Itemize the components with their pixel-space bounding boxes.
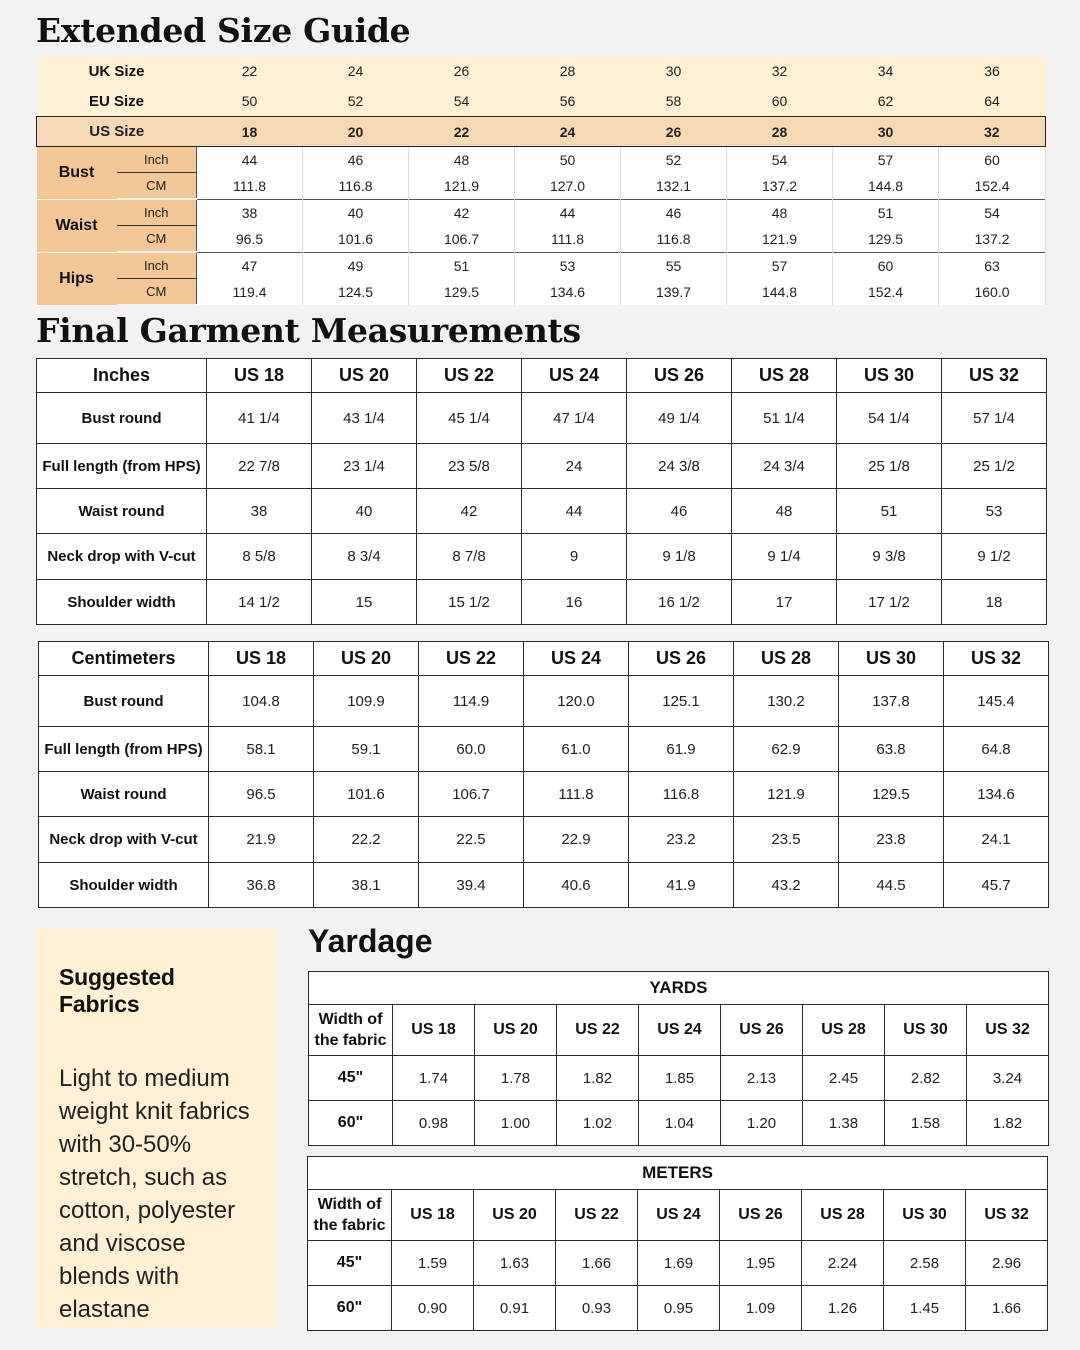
table-cell: 24: [522, 444, 627, 489]
row-label: 45": [309, 1056, 393, 1101]
garment-centimeters-table: [38, 641, 1049, 908]
column-header: Inches: [37, 359, 207, 393]
garment-inches-table: [36, 358, 1047, 625]
table-row: [39, 863, 1049, 908]
table-cell: 25 1/8: [837, 444, 942, 489]
table-cell: 15: [312, 580, 417, 625]
table-cell: 2.45: [803, 1056, 885, 1101]
hips-cm-cell: 144.8: [727, 279, 833, 306]
table-cell: 121.9: [734, 772, 839, 817]
column-header: US 22: [557, 1005, 639, 1056]
column-header: US 30: [839, 642, 944, 676]
table-cell: 40.6: [524, 863, 629, 908]
table-row: [308, 1286, 1048, 1331]
waist-inch-cell: 40: [303, 199, 409, 226]
table-cell: 9 1/2: [942, 534, 1047, 580]
table-cell: 2.13: [721, 1056, 803, 1101]
suggested-fabrics-panel: [36, 928, 275, 1328]
table-cell: 53: [942, 489, 1047, 534]
hips-inch-cell: 55: [621, 252, 727, 279]
table-cell: 44.5: [839, 863, 944, 908]
table-row: [39, 817, 1049, 863]
table-cell: 9 1/8: [627, 534, 732, 580]
table-row: [37, 393, 1047, 444]
waist-label: Waist: [37, 199, 117, 252]
us-size-cell: 22: [409, 117, 515, 147]
bust-inch-cell: 50: [515, 147, 621, 173]
bust-cm-row: [37, 173, 1046, 200]
bust-inch-cell: 52: [621, 147, 727, 173]
table-cell: 1.85: [639, 1056, 721, 1101]
column-header: US 26: [629, 642, 734, 676]
us-size-row: [37, 117, 1046, 147]
table-cell: 23 1/4: [312, 444, 417, 489]
row-label: Neck drop with V-cut: [39, 817, 209, 863]
table-cell: 0.90: [392, 1286, 474, 1331]
uk-size-row: [37, 56, 1046, 86]
unit-label-cm: CM: [117, 226, 197, 253]
eu-size-cell: 56: [515, 86, 621, 117]
table-cell: 24.1: [944, 817, 1049, 863]
hips-inch-row: [37, 252, 1046, 279]
table-cell: 145.4: [944, 676, 1049, 727]
size-guide-table: [36, 56, 1046, 306]
table-cell: 39.4: [419, 863, 524, 908]
table-cell: 1.63: [474, 1241, 556, 1286]
hips-inch-cell: 51: [409, 252, 515, 279]
table-cell: 8 7/8: [417, 534, 522, 580]
column-header: US 18: [393, 1005, 475, 1056]
table-cell: 16: [522, 580, 627, 625]
column-header: US 26: [720, 1190, 802, 1241]
table-cell: 51 1/4: [732, 393, 837, 444]
bust-cm-cell: 127.0: [515, 173, 621, 200]
hips-cm-cell: 124.5: [303, 279, 409, 306]
column-header: US 26: [627, 359, 732, 393]
column-header: US 20: [475, 1005, 557, 1056]
table-cell: 18: [942, 580, 1047, 625]
column-header: US 24: [522, 359, 627, 393]
table-cell: 1.59: [392, 1241, 474, 1286]
table-cell: 51: [837, 489, 942, 534]
uk-size-cell: 34: [833, 56, 939, 86]
waist-inch-cell: 42: [409, 199, 515, 226]
table-cell: 1.95: [720, 1241, 802, 1286]
table-cell: 17 1/2: [837, 580, 942, 625]
eu-size-cell: 60: [727, 86, 833, 117]
table-cell: 41.9: [629, 863, 734, 908]
table-row: [308, 1241, 1048, 1286]
uk-size-cell: 32: [727, 56, 833, 86]
table-row: [37, 489, 1047, 534]
garment-centimeters-header-row: [39, 642, 1049, 676]
suggested-fabrics-title: Suggested Fabrics: [59, 964, 175, 1017]
us-size-cell: 26: [621, 117, 727, 147]
table-cell: 1.74: [393, 1056, 475, 1101]
table-cell: 137.8: [839, 676, 944, 727]
column-header: US 32: [942, 359, 1047, 393]
hips-inch-cell: 49: [303, 252, 409, 279]
column-header: US 32: [967, 1005, 1049, 1056]
bust-inch-cell: 48: [409, 147, 515, 173]
table-cell: 41 1/4: [207, 393, 312, 444]
table-row: [37, 444, 1047, 489]
table-cell: 54 1/4: [837, 393, 942, 444]
row-label: 60": [308, 1286, 392, 1331]
table-cell: 24 3/8: [627, 444, 732, 489]
row-label: 60": [309, 1101, 393, 1146]
table-cell: 42: [417, 489, 522, 534]
bust-cm-cell: 111.8: [197, 173, 303, 200]
table-cell: 8 5/8: [207, 534, 312, 580]
us-size-cell: 32: [939, 117, 1046, 147]
table-cell: 1.02: [557, 1101, 639, 1146]
table-cell: 61.9: [629, 727, 734, 772]
unit-label-cm: CM: [117, 279, 197, 306]
table-cell: 96.5: [209, 772, 314, 817]
us-size-cell: 24: [515, 117, 621, 147]
table-cell: 24 3/4: [732, 444, 837, 489]
row-label: Full length (from HPS): [37, 444, 207, 489]
hips-label: Hips: [37, 252, 117, 305]
uk-size-cell: 22: [197, 56, 303, 86]
uk-size-cell: 36: [939, 56, 1046, 86]
unit-label-inch: Inch: [117, 252, 197, 279]
row-label: Waist round: [37, 489, 207, 534]
table-cell: 114.9: [419, 676, 524, 727]
column-header: US 28: [802, 1190, 884, 1241]
table-cell: 63.8: [839, 727, 944, 772]
bust-label: Bust: [37, 147, 117, 200]
eu-size-cell: 54: [409, 86, 515, 117]
table-cell: 59.1: [314, 727, 419, 772]
table-cell: 44: [522, 489, 627, 534]
hips-cm-cell: 160.0: [939, 279, 1046, 306]
table-cell: 129.5: [839, 772, 944, 817]
column-header: US 18: [207, 359, 312, 393]
column-header: US 20: [312, 359, 417, 393]
table-cell: 15 1/2: [417, 580, 522, 625]
column-header: US 32: [944, 642, 1049, 676]
waist-cm-row: [37, 226, 1046, 253]
uk-size-label: UK Size: [37, 56, 197, 86]
waist-cm-cell: 121.9: [727, 226, 833, 253]
uk-size-cell: 30: [621, 56, 727, 86]
hips-cm-cell: 119.4: [197, 279, 303, 306]
bust-inch-cell: 46: [303, 147, 409, 173]
row-label: Shoulder width: [39, 863, 209, 908]
column-header: US 28: [803, 1005, 885, 1056]
table-cell: 45 1/4: [417, 393, 522, 444]
table-cell: 1.00: [475, 1101, 557, 1146]
table-cell: 23.2: [629, 817, 734, 863]
table-cell: 1.04: [639, 1101, 721, 1146]
table-cell: 22 7/8: [207, 444, 312, 489]
hips-inch-cell: 47: [197, 252, 303, 279]
table-cell: 38: [207, 489, 312, 534]
table-cell: 25 1/2: [942, 444, 1047, 489]
table-cell: 1.69: [638, 1241, 720, 1286]
hips-inch-cell: 60: [833, 252, 939, 279]
waist-cm-cell: 106.7: [409, 226, 515, 253]
table-cell: 1.82: [557, 1056, 639, 1101]
table-cell: 1.78: [475, 1056, 557, 1101]
table-cell: 1.26: [802, 1286, 884, 1331]
column-header: US 18: [392, 1190, 474, 1241]
bust-cm-cell: 132.1: [621, 173, 727, 200]
table-cell: 0.91: [474, 1286, 556, 1331]
uk-size-cell: 28: [515, 56, 621, 86]
table-cell: 1.20: [721, 1101, 803, 1146]
table-cell: 2.82: [885, 1056, 967, 1101]
table-cell: 109.9: [314, 676, 419, 727]
bust-inch-cell: 60: [939, 147, 1046, 173]
table-cell: 21.9: [209, 817, 314, 863]
table-cell: 23 5/8: [417, 444, 522, 489]
row-label: Bust round: [37, 393, 207, 444]
yardage-meters-table: [307, 1156, 1048, 1331]
meters-caption-row: [308, 1157, 1048, 1190]
column-header: US 24: [638, 1190, 720, 1241]
us-size-cell: 28: [727, 117, 833, 147]
garment-inches-header-row: [37, 359, 1047, 393]
table-cell: 23.5: [734, 817, 839, 863]
bust-inch-cell: 57: [833, 147, 939, 173]
bust-inch-cell: 44: [197, 147, 303, 173]
bust-cm-cell: 137.2: [727, 173, 833, 200]
uk-size-cell: 26: [409, 56, 515, 86]
eu-size-cell: 64: [939, 86, 1046, 117]
table-cell: 1.09: [720, 1286, 802, 1331]
table-row: [309, 1101, 1049, 1146]
table-cell: 47 1/4: [522, 393, 627, 444]
table-cell: 22.9: [524, 817, 629, 863]
table-cell: 58.1: [209, 727, 314, 772]
hips-cm-cell: 139.7: [621, 279, 727, 306]
eu-size-cell: 52: [303, 86, 409, 117]
bust-inch-cell: 54: [727, 147, 833, 173]
us-size-cell: 20: [303, 117, 409, 147]
uk-size-cell: 24: [303, 56, 409, 86]
column-header: US 22: [417, 359, 522, 393]
table-cell: 17: [732, 580, 837, 625]
eu-size-cell: 62: [833, 86, 939, 117]
size-guide-title: Extended Size Guide: [36, 11, 411, 50]
table-cell: 125.1: [629, 676, 734, 727]
hips-cm-row: [37, 279, 1046, 306]
table-cell: 40: [312, 489, 417, 534]
table-cell: 2.58: [884, 1241, 966, 1286]
hips-cm-cell: 152.4: [833, 279, 939, 306]
row-label: Waist round: [39, 772, 209, 817]
table-cell: 61.0: [524, 727, 629, 772]
column-header: US 20: [314, 642, 419, 676]
waist-inch-cell: 48: [727, 199, 833, 226]
meters-header-row: [308, 1190, 1048, 1241]
table-cell: 49 1/4: [627, 393, 732, 444]
table-cell: 2.24: [802, 1241, 884, 1286]
yardage-title: Yardage: [308, 923, 433, 959]
waist-cm-cell: 116.8: [621, 226, 727, 253]
bust-cm-cell: 152.4: [939, 173, 1046, 200]
column-header: US 28: [734, 642, 839, 676]
garment-title: Final Garment Measurements: [36, 311, 581, 350]
table-cell: 0.93: [556, 1286, 638, 1331]
table-cell: 0.95: [638, 1286, 720, 1331]
waist-cm-cell: 96.5: [197, 226, 303, 253]
column-header: US 24: [639, 1005, 721, 1056]
waist-inch-cell: 44: [515, 199, 621, 226]
table-row: [37, 534, 1047, 580]
row-label: Shoulder width: [37, 580, 207, 625]
table-cell: 46: [627, 489, 732, 534]
table-cell: 116.8: [629, 772, 734, 817]
hips-inch-cell: 63: [939, 252, 1046, 279]
table-cell: 9 3/8: [837, 534, 942, 580]
table-cell: 1.45: [884, 1286, 966, 1331]
table-cell: 36.8: [209, 863, 314, 908]
column-header: Width of the fabric: [308, 1190, 392, 1241]
eu-size-cell: 50: [197, 86, 303, 117]
table-cell: 106.7: [419, 772, 524, 817]
waist-inch-row: [37, 199, 1046, 226]
hips-inch-cell: 53: [515, 252, 621, 279]
waist-cm-cell: 101.6: [303, 226, 409, 253]
table-cell: 101.6: [314, 772, 419, 817]
table-cell: 23.8: [839, 817, 944, 863]
table-cell: 8 3/4: [312, 534, 417, 580]
us-size-label: US Size: [37, 117, 197, 147]
table-cell: 9 1/4: [732, 534, 837, 580]
waist-inch-cell: 38: [197, 199, 303, 226]
column-header: Centimeters: [39, 642, 209, 676]
table-cell: 1.82: [967, 1101, 1049, 1146]
table-cell: 16 1/2: [627, 580, 732, 625]
column-header: US 22: [556, 1190, 638, 1241]
column-header: Width of the fabric: [309, 1005, 393, 1056]
hips-inch-cell: 57: [727, 252, 833, 279]
table-row: [39, 727, 1049, 772]
table-row: [309, 1056, 1049, 1101]
table-cell: 62.9: [734, 727, 839, 772]
column-header: US 26: [721, 1005, 803, 1056]
yards-caption: YARDS: [309, 972, 1049, 1005]
yards-header-row: [309, 1005, 1049, 1056]
table-cell: 9: [522, 534, 627, 580]
yards-caption-row: [309, 972, 1049, 1005]
us-size-cell: 30: [833, 117, 939, 147]
table-cell: 57 1/4: [942, 393, 1047, 444]
column-header: US 32: [966, 1190, 1048, 1241]
table-row: [37, 580, 1047, 625]
unit-label-cm: CM: [117, 173, 197, 200]
unit-label-inch: Inch: [117, 199, 197, 226]
column-header: US 24: [524, 642, 629, 676]
bust-cm-cell: 116.8: [303, 173, 409, 200]
hips-cm-cell: 134.6: [515, 279, 621, 306]
waist-cm-cell: 137.2: [939, 226, 1046, 253]
row-label: 45": [308, 1241, 392, 1286]
bust-cm-cell: 121.9: [409, 173, 515, 200]
table-cell: 130.2: [734, 676, 839, 727]
table-row: [39, 772, 1049, 817]
table-cell: 0.98: [393, 1101, 475, 1146]
bust-cm-cell: 144.8: [833, 173, 939, 200]
table-cell: 1.66: [556, 1241, 638, 1286]
table-cell: 43 1/4: [312, 393, 417, 444]
column-header: US 28: [732, 359, 837, 393]
suggested-fabrics-text: Light to medium weight knit fabrics with 30-50% stretch, such as cotton, polyester and viscose blends with elastane: [59, 1065, 250, 1323]
table-cell: 38.1: [314, 863, 419, 908]
row-label: Bust round: [39, 676, 209, 727]
table-cell: 104.8: [209, 676, 314, 727]
waist-inch-cell: 46: [621, 199, 727, 226]
meters-caption: METERS: [308, 1157, 1048, 1190]
table-cell: 43.2: [734, 863, 839, 908]
table-cell: 1.58: [885, 1101, 967, 1146]
waist-cm-cell: 129.5: [833, 226, 939, 253]
column-header: US 18: [209, 642, 314, 676]
eu-size-cell: 58: [621, 86, 727, 117]
table-cell: 60.0: [419, 727, 524, 772]
table-cell: 2.96: [966, 1241, 1048, 1286]
table-cell: 45.7: [944, 863, 1049, 908]
column-header: US 22: [419, 642, 524, 676]
waist-inch-cell: 51: [833, 199, 939, 226]
unit-label-inch: Inch: [117, 147, 197, 173]
table-cell: 134.6: [944, 772, 1049, 817]
table-cell: 120.0: [524, 676, 629, 727]
waist-inch-cell: 54: [939, 199, 1046, 226]
table-cell: 1.66: [966, 1286, 1048, 1331]
table-cell: 22.5: [419, 817, 524, 863]
column-header: US 30: [885, 1005, 967, 1056]
table-cell: 3.24: [967, 1056, 1049, 1101]
eu-size-label: EU Size: [37, 86, 197, 117]
row-label: Full length (from HPS): [39, 727, 209, 772]
table-cell: 14 1/2: [207, 580, 312, 625]
eu-size-row: [37, 86, 1046, 117]
column-header: US 30: [837, 359, 942, 393]
table-cell: 1.38: [803, 1101, 885, 1146]
column-header: US 20: [474, 1190, 556, 1241]
bust-inch-row: [37, 147, 1046, 173]
table-cell: 64.8: [944, 727, 1049, 772]
waist-cm-cell: 111.8: [515, 226, 621, 253]
us-size-cell: 18: [197, 117, 303, 147]
yardage-yards-table: [308, 971, 1049, 1146]
table-cell: 22.2: [314, 817, 419, 863]
hips-cm-cell: 129.5: [409, 279, 515, 306]
table-cell: 48: [732, 489, 837, 534]
table-row: [39, 676, 1049, 727]
row-label: Neck drop with V-cut: [37, 534, 207, 580]
table-cell: 111.8: [524, 772, 629, 817]
column-header: US 30: [884, 1190, 966, 1241]
